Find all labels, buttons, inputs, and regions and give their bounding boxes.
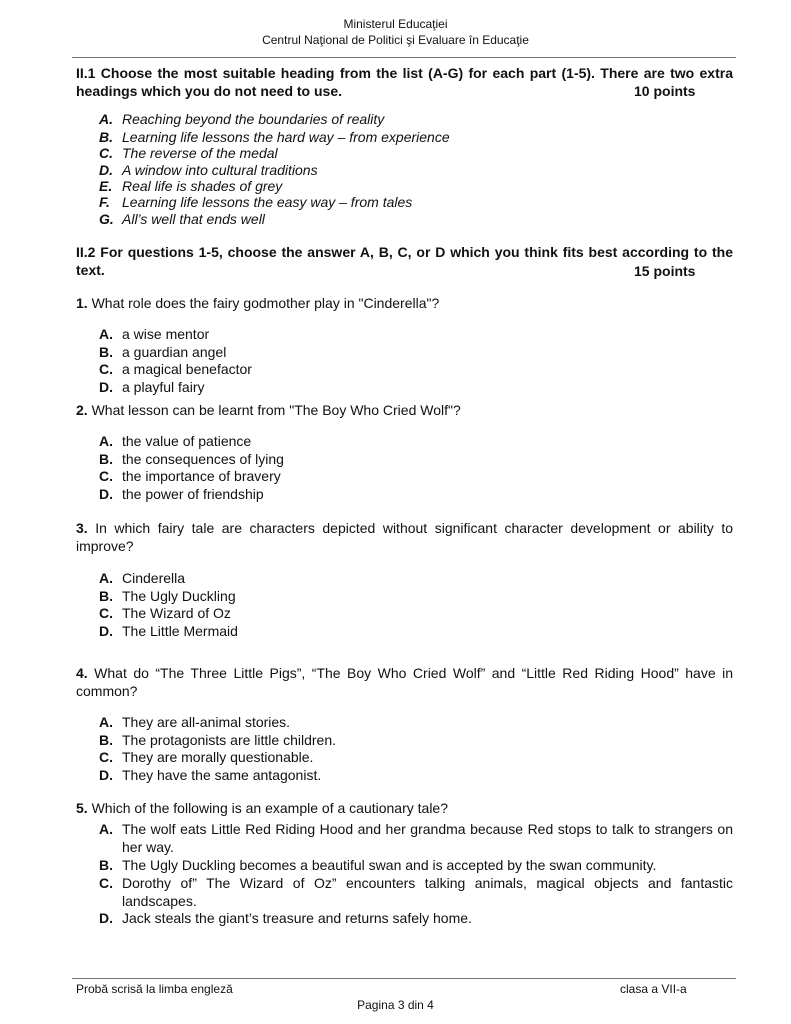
answer-option	[99, 468, 733, 486]
option-text: the power of friendship	[122, 486, 264, 502]
option-letter: F.	[99, 194, 110, 210]
option-text: a guardian angel	[122, 344, 227, 360]
option-text: Real life is shades of grey	[122, 178, 283, 194]
option-letter: D.	[99, 623, 113, 639]
option-letter: A.	[99, 570, 113, 586]
option-text: The wolf eats Little Red Riding Hood and her grandma because Red stops to talk to strangers on her way.	[122, 821, 733, 855]
question-text: What role does the fairy godmother play in "Cinderella"?	[87, 295, 440, 311]
section1-points: 10 points	[634, 83, 696, 99]
option-text: the importance of bravery	[122, 468, 281, 484]
answer-option	[99, 570, 733, 588]
answer-option	[99, 486, 733, 504]
question-number: 1.	[76, 295, 88, 311]
option-letter: A.	[99, 714, 113, 730]
option-letter: C.	[99, 875, 113, 891]
option-letter: C.	[99, 749, 113, 765]
question-number: 2.	[76, 402, 88, 418]
footer-divider	[72, 978, 736, 979]
footer-page-number: Pagina 3 din 4	[357, 998, 434, 1012]
question-text: Which of the following is an example of a cautionary tale?	[87, 800, 448, 816]
option-text: the consequences of lying	[122, 451, 284, 467]
question-1	[76, 294, 733, 312]
question-number: 4.	[76, 665, 88, 681]
option-letter: B.	[99, 588, 113, 604]
answer-option	[99, 821, 733, 856]
option-text: The Wizard of Oz	[122, 605, 231, 621]
answer-option	[99, 344, 733, 362]
answer-option	[99, 361, 733, 379]
option-text: Learning life lessons the easy way – from tales	[122, 194, 413, 210]
option-text: They are all-animal stories.	[122, 714, 291, 730]
option-text: the value of patience	[122, 433, 252, 449]
option-text: The Ugly Duckling	[122, 588, 236, 604]
header-center: Centrul Naţional de Politici şi Evaluare în Educaţie	[262, 33, 529, 47]
answer-option	[99, 433, 733, 451]
option-text: All’s well that ends well	[122, 211, 265, 227]
answer-option	[99, 875, 733, 910]
answer-option	[99, 605, 733, 623]
option-letter: D.	[99, 910, 113, 926]
question-number: 3.	[76, 520, 88, 536]
answer-option	[99, 767, 733, 785]
header-ministry: Ministerul Educaţiei	[343, 17, 448, 31]
option-letter: C.	[99, 605, 113, 621]
answer-option	[99, 326, 733, 344]
option-text: The Ugly Duckling becomes a beautiful swan and is accepted by the swan community.	[122, 857, 657, 873]
answer-option	[99, 749, 733, 767]
section1-instruction: II.1 Choose the most suitable heading from the list (A-G) for each part (1-5). There are two extra headings which you do not need to use.	[76, 65, 733, 99]
question-number: 5.	[76, 800, 88, 816]
question-4	[76, 664, 733, 700]
option-letter: B.	[99, 129, 113, 145]
option-letter: A.	[99, 433, 113, 449]
option-letter: C.	[99, 145, 113, 161]
option-letter: G.	[99, 211, 114, 227]
option-text: They are morally questionable.	[122, 749, 314, 765]
heading-option	[99, 211, 733, 229]
footer-class: clasa a VII-a	[620, 982, 687, 996]
question-text: What do “The Three Little Pigs”, “The Boy Who Cried Wolf” and “Little Red Riding Hood” have in common?	[76, 665, 733, 699]
option-text: Reaching beyond the boundaries of reality	[122, 111, 385, 127]
option-text: a playful fairy	[122, 379, 205, 395]
option-letter: A.	[99, 111, 113, 127]
answer-option	[99, 732, 733, 750]
option-text: a magical benefactor	[122, 361, 252, 377]
heading-option	[99, 178, 733, 196]
option-letter: C.	[99, 468, 113, 484]
option-text: They have the same antagonist.	[122, 767, 322, 783]
heading-option	[99, 194, 733, 212]
answer-option	[99, 623, 733, 641]
option-text: The reverse of the medal	[122, 145, 278, 161]
option-text: Dorothy of” The Wizard of Oz” encounters talking animals, magical objects and fantastic landscapes.	[122, 875, 733, 909]
heading-option	[99, 111, 733, 129]
heading-option	[99, 129, 733, 147]
question-text: In which fairy tale are characters depicted without significant character development or ability to improve?	[76, 520, 733, 554]
option-text: Jack steals the giant’s treasure and returns safely home.	[122, 910, 472, 926]
option-letter: D.	[99, 162, 113, 178]
option-letter: A.	[99, 326, 113, 342]
answer-option	[99, 910, 733, 928]
question-text: What lesson can be learnt from "The Boy Who Cried Wolf"?	[87, 402, 461, 418]
option-letter: D.	[99, 379, 113, 395]
option-letter: E.	[99, 178, 113, 194]
option-letter: B.	[99, 451, 113, 467]
footer-subject: Probă scrisă la limba engleză	[76, 982, 233, 996]
option-text: A window into cultural traditions	[122, 162, 318, 178]
option-text: a wise mentor	[122, 326, 210, 342]
option-letter: B.	[99, 857, 113, 873]
answer-option	[99, 379, 733, 397]
option-text: The Little Mermaid	[122, 623, 238, 639]
option-letter: B.	[99, 732, 113, 748]
option-letter: D.	[99, 486, 113, 502]
option-text: Learning life lessons the hard way – from experience	[122, 129, 450, 145]
option-text: The protagonists are little children.	[122, 732, 336, 748]
option-letter: D.	[99, 767, 113, 783]
question-2	[76, 401, 733, 419]
question-5	[76, 799, 733, 817]
option-letter: A.	[99, 821, 113, 837]
option-letter: C.	[99, 361, 113, 377]
answer-option	[99, 857, 733, 875]
question-3	[76, 519, 733, 555]
section2-instruction: II.2 For questions 1-5, choose the answer A, B, C, or D which you think fits best according to the text.	[76, 244, 733, 278]
heading-option	[99, 145, 733, 163]
answer-option	[99, 451, 733, 469]
heading-option	[99, 162, 733, 180]
option-text: Cinderella	[122, 570, 186, 586]
section2-points: 15 points	[634, 263, 696, 279]
header-divider	[72, 57, 736, 58]
option-letter: B.	[99, 344, 113, 360]
answer-option	[99, 714, 733, 732]
answer-option	[99, 588, 733, 606]
